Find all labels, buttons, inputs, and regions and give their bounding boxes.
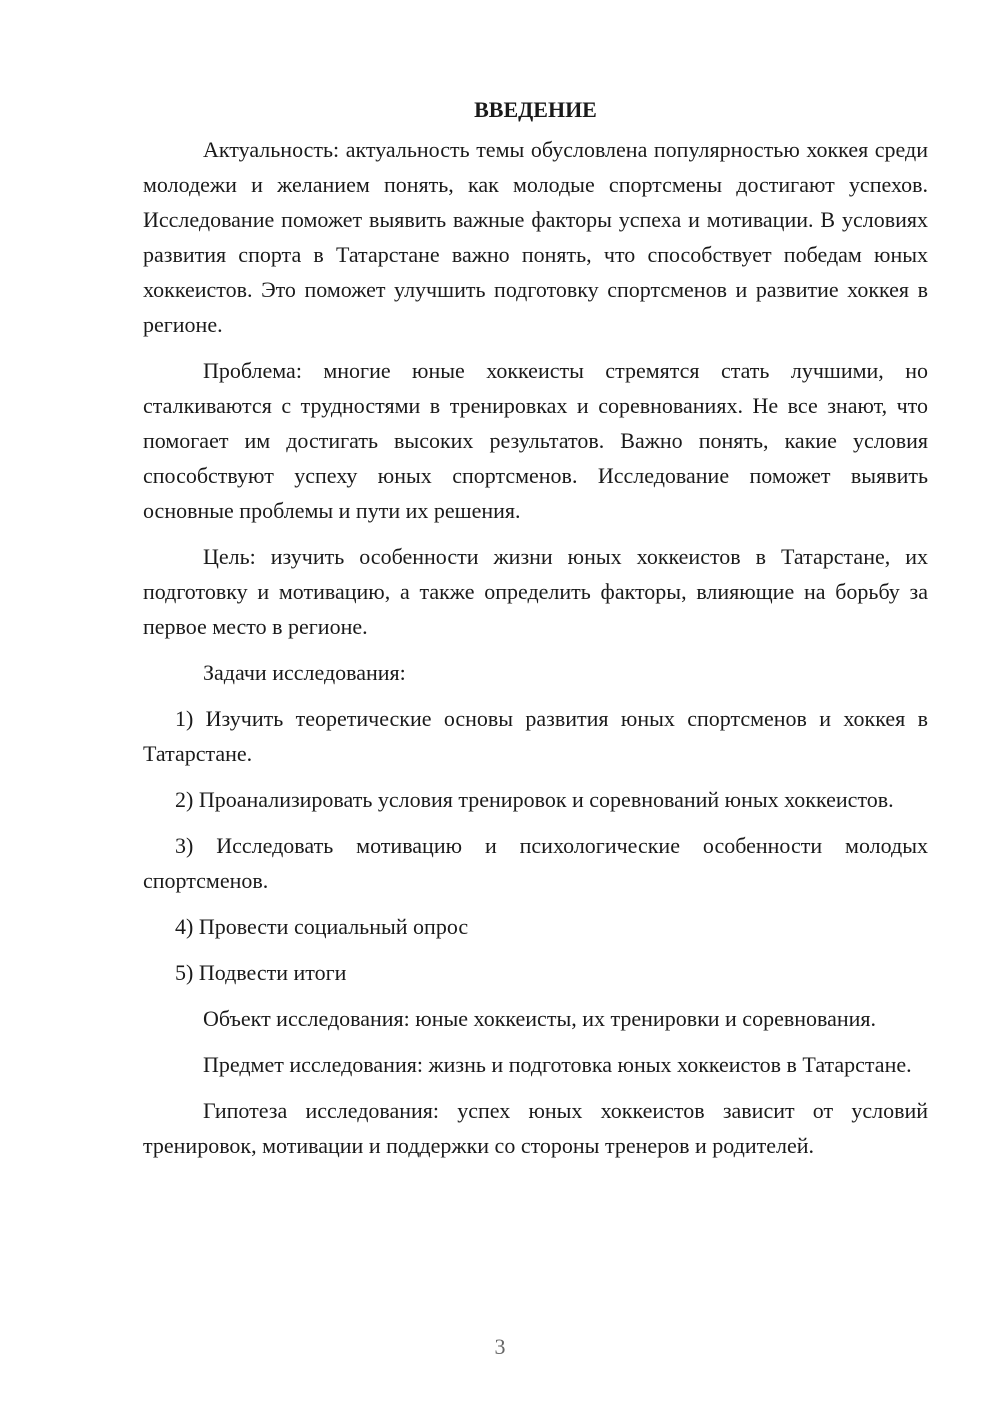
page-number: 3 xyxy=(494,1334,506,1359)
paragraph-subject: Предмет исследования: жизнь и подготовка юных хоккеистов в Татарстане. xyxy=(203,1052,912,1077)
paragraph-object: Объект исследования: юные хоккеисты, их тренировки и соревнования. xyxy=(203,1006,877,1031)
task-item: 3) Исследовать мотивацию и психологические особенности молодых спортсменов. xyxy=(143,833,928,893)
task-item: 1) Изучить теоретические основы развития юных спортсменов и хоккея в Татарстане. xyxy=(143,706,928,766)
paragraph-goal: Цель: изучить особенности жизни юных хоккеистов в Татарстане, их подготовку и мотивацию, а также определить факторы, влияющие на борьбу за первое место в регионе. xyxy=(143,544,928,639)
task-item: 2) Проанализировать условия тренировок и соревнований юных хоккеистов. xyxy=(175,787,894,812)
paragraph-hypothesis: Гипотеза исследования: успех юных хоккеистов зависит от условий тренировок, мотивации и поддержки со стороны тренеров и родителей. xyxy=(143,1098,928,1158)
task-item: 5) Подвести итоги xyxy=(175,960,347,985)
paragraph-relevance: Актуальность: актуальность темы обусловлена популярностью хоккея среди молодежи и желанием понять, как молодые спортсмены достигают успехов. Исследование поможет выявить важные факторы успеха и мотивации. В условиях развития спорта в Татарстане важно понять, что способствует победам юных хоккеистов. Это поможет улучшить подготовку спортсменов и развитие хоккея в регионе. xyxy=(143,137,928,337)
task-item: 4) Провести социальный опрос xyxy=(175,914,469,939)
paragraph-tasks-heading: Задачи исследования: xyxy=(203,660,406,685)
section-title: ВВЕДЕНИЕ xyxy=(474,97,597,122)
paragraph-problem: Проблема: многие юные хоккеисты стремятся стать лучшими, но сталкиваются с трудностями в тренировках и соревнованиях. Не все знают, что помогает им достигать высоких результатов. Важно понять, какие условия способствуют успеху юных спортсменов. Исследование поможет выявить основные проблемы и пути их решения. xyxy=(143,358,928,523)
page-content xyxy=(143,92,928,1174)
